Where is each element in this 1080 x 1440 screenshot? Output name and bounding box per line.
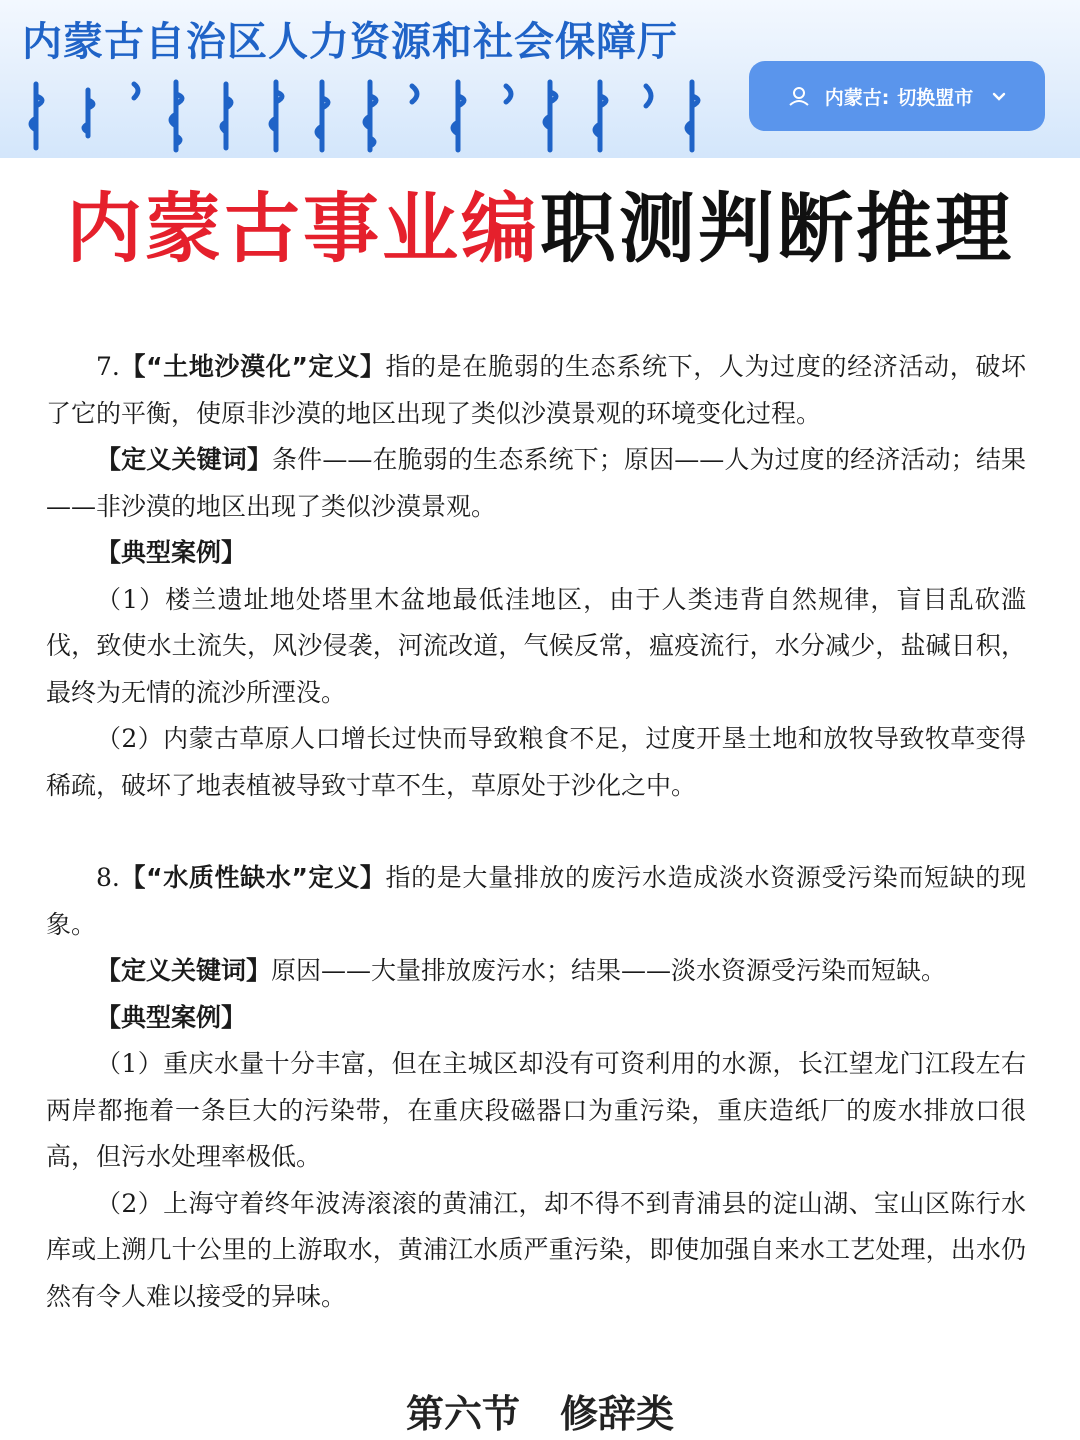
- item8-definition: [46, 855, 1026, 948]
- section-name: 修辞类: [560, 1392, 675, 1436]
- headline-red: 内蒙古事业编: [66, 184, 540, 273]
- location-user-icon: [787, 84, 811, 108]
- item8-case1: （1）重庆水量十分丰富，但在主城区却没有可资利用的水源，长江望龙门江段左右两岸都拖着一条巨大的污染带，在重庆段磁器口为重污染，重庆造纸厂的废水排放口很高，但污水处理率极低。: [46, 1049, 1026, 1171]
- region-switch-label: 切换盟市: [897, 86, 974, 109]
- region-prefix: 内蒙古:: [824, 86, 890, 109]
- page-headline: [0, 168, 1080, 277]
- item8-cases-label: [46, 995, 1026, 1042]
- chevron-down-icon: [991, 88, 1007, 104]
- item8-number: 8.: [96, 863, 120, 892]
- item8-keywords-text: 原因——大量排放废污水；结果——淡水资源受污染而短缺。: [271, 956, 947, 985]
- header-banner: [0, 0, 1080, 158]
- site-title[interactable]: 内蒙古自治区人力资源和社会保障厅: [22, 19, 678, 65]
- divider-space: [46, 809, 1026, 855]
- region-switch-button[interactable]: [749, 61, 1045, 131]
- item7-cases-label: [46, 530, 1026, 577]
- item8-definition-text: 指的是大量排放的废污水造成淡水资源受污染而短缺的现象。: [46, 863, 1026, 939]
- headline-black: 职测判断推理: [540, 184, 1014, 273]
- item7-title: 【“土地沙漠化”定义】: [119, 352, 386, 381]
- item8-title: 【“水质性缺水”定义】: [119, 863, 386, 892]
- item8-keywords-label: 【定义关键词】: [96, 956, 272, 985]
- item7-case1: （1）楼兰遗址地处塔里木盆地最低洼地区，由于人类违背自然规律，盲目乱砍滥伐，致使水土流失，风沙侵袭，河流改道，气候反常，瘟疫流行，水分减少，盐碱日积，最终为无情的流沙所湮没。: [46, 584, 1026, 707]
- document-body: [46, 344, 1026, 1320]
- section-number: 第六节: [405, 1392, 520, 1436]
- section-heading: [0, 1383, 1080, 1438]
- item8-case2: （2）上海守着终年波涛滚滚的黄浦江，却不得不到青浦县的淀山湖、宝山区陈行水库或上溯几十公里的上游取水，黄浦江水质严重污染，即使加强自来水工艺处理，出水仍然有令人难以接受的异味。: [46, 1188, 1026, 1311]
- item8-cases-label-text: 【典型案例】: [96, 1002, 247, 1032]
- item8-keywords: [46, 948, 1026, 995]
- item7-keywords-text: 条件——在脆弱的生态系统下；原因——人为过度的经济活动；结果——非沙漠的地区出现了类似沙漠景观。: [46, 445, 1026, 521]
- item7-number: 7.: [96, 352, 120, 381]
- item7-case2: （2）内蒙古草原人口增长过快而导致粮食不足，过度开垦土地和放牧导致牧草变得稀疏，破坏了地表植被导致寸草不生，草原处于沙化之中。: [46, 724, 1026, 800]
- mongolian-script-decoration: [26, 78, 726, 154]
- item7-definition-text: 指的是在脆弱的生态系统下，人为过度的经济活动，破坏了它的平衡，使原非沙漠的地区出现了类似沙漠景观的环境变化过程。: [46, 352, 1026, 428]
- item7-cases-label-text: 【典型案例】: [96, 538, 247, 567]
- item7-keywords: [46, 437, 1026, 530]
- item7-keywords-label: 【定义关键词】: [96, 445, 273, 474]
- item7-definition: [46, 344, 1026, 437]
